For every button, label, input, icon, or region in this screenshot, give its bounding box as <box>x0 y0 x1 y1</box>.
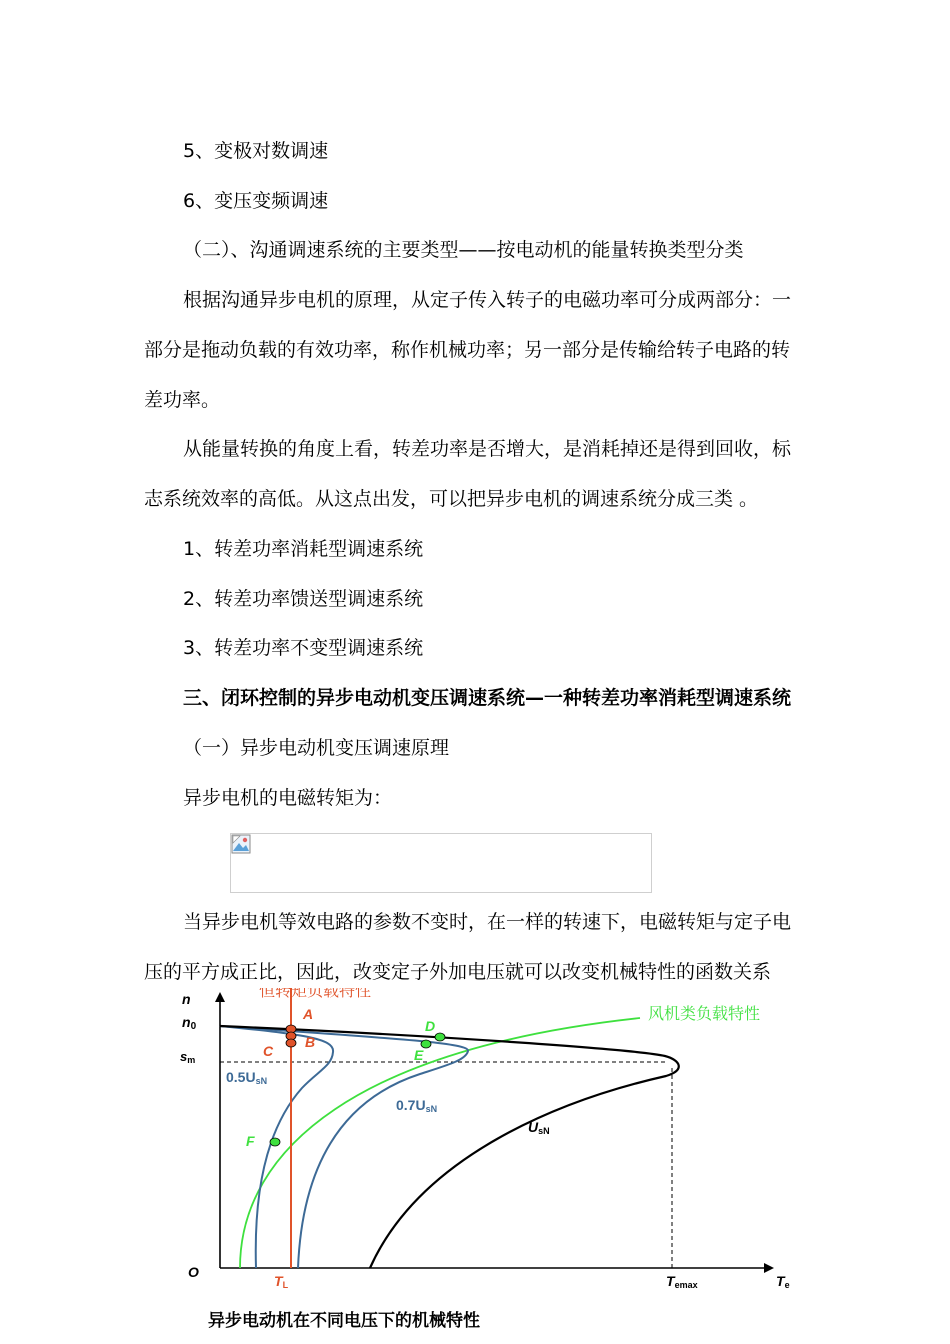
point-f-label: F <box>246 1133 255 1149</box>
list-item-consumption: 1、转差功率消耗型调速系统 <box>183 538 424 560</box>
formula-image-placeholder <box>230 833 652 893</box>
tick-label-temax: Temax <box>666 1273 698 1290</box>
label-0.7usn: 0.7UsN <box>396 1097 438 1114</box>
point-f-marker <box>270 1138 280 1146</box>
truncated-paragraph-line <box>0 960 950 988</box>
paragraph-line: 从能量转换的角度上看，转差功率是否增大，是消耗掉还是得到回收，标 <box>183 438 792 460</box>
point-a-label: A <box>303 1006 314 1022</box>
label-0.5usn: 0.5UsN <box>226 1069 268 1086</box>
axis-label-sm: sm <box>180 1049 196 1065</box>
point-d-label: D <box>425 1018 436 1034</box>
paragraph-line: 当异步电机等效电路的参数不变时，在一样的转速下，电磁转矩与定子电 <box>183 911 792 933</box>
paragraph-line: 部分是拖动负载的有效功率，称作机械功率；另一部分是传输给转子电路的转 <box>144 339 791 361</box>
fan-load-label: 风机类负载特性 <box>648 1006 761 1023</box>
point-d-marker <box>435 1033 445 1041</box>
axis-label-te: Te <box>776 1273 790 1290</box>
axis-label-n: n <box>182 991 191 1007</box>
tick-label-tl: TL <box>274 1273 289 1290</box>
point-b-label: B <box>305 1034 316 1050</box>
broken-image-icon <box>231 834 251 854</box>
paragraph-line: 志系统效率的高低。从这点出发，可以把异步电机的调速系统分成三类 。 <box>144 488 759 510</box>
label-usn: UsN <box>528 1119 550 1136</box>
fan-load-curve <box>240 1018 640 1268</box>
section-heading-types: （二）、沟通调速系统的主要类型——按电动机的能量转换类型分类 <box>183 239 744 261</box>
constant-torque-label: 恒转矩负载特性 <box>259 988 372 1000</box>
figure-caption: 异步电动机在不同电压下的机械特性 <box>208 1311 480 1331</box>
paragraph-line: 异步电机的电磁转矩为： <box>183 787 393 809</box>
mechanical-characteristics-figure <box>0 988 950 1308</box>
paragraph-line: 根据沟通异步电机的原理，从定子传入转子的电磁功率可分成两部分：一 <box>183 289 792 311</box>
list-item-constant: 3、转差功率不变型调速系统 <box>183 637 424 659</box>
figure-svg <box>0 988 950 1308</box>
chapter-heading: 三、闭环控制的异步电动机变压调速系统—一种转差功率消耗型调速系统 <box>183 687 792 709</box>
list-item-vvvf: 6、变压变频调速 <box>183 190 329 212</box>
list-item-pole-pair: 5、变极对数调速 <box>183 140 329 162</box>
origin-label: O <box>188 1264 199 1280</box>
subsection-heading: （一）异步电动机变压调速原理 <box>183 737 450 759</box>
list-item-feedback: 2、转差功率馈送型调速系统 <box>183 588 424 610</box>
point-e-label: E <box>414 1047 424 1063</box>
point-c-marker <box>286 1039 296 1047</box>
axis-label-n0: n0 <box>182 1014 197 1032</box>
paragraph-line: 压的平方成正比，因此，改变定子外加电压就可以改变机械特性的函数关系 <box>144 961 772 983</box>
point-c-label: C <box>263 1043 274 1059</box>
paragraph-line: 差功率。 <box>144 389 221 411</box>
